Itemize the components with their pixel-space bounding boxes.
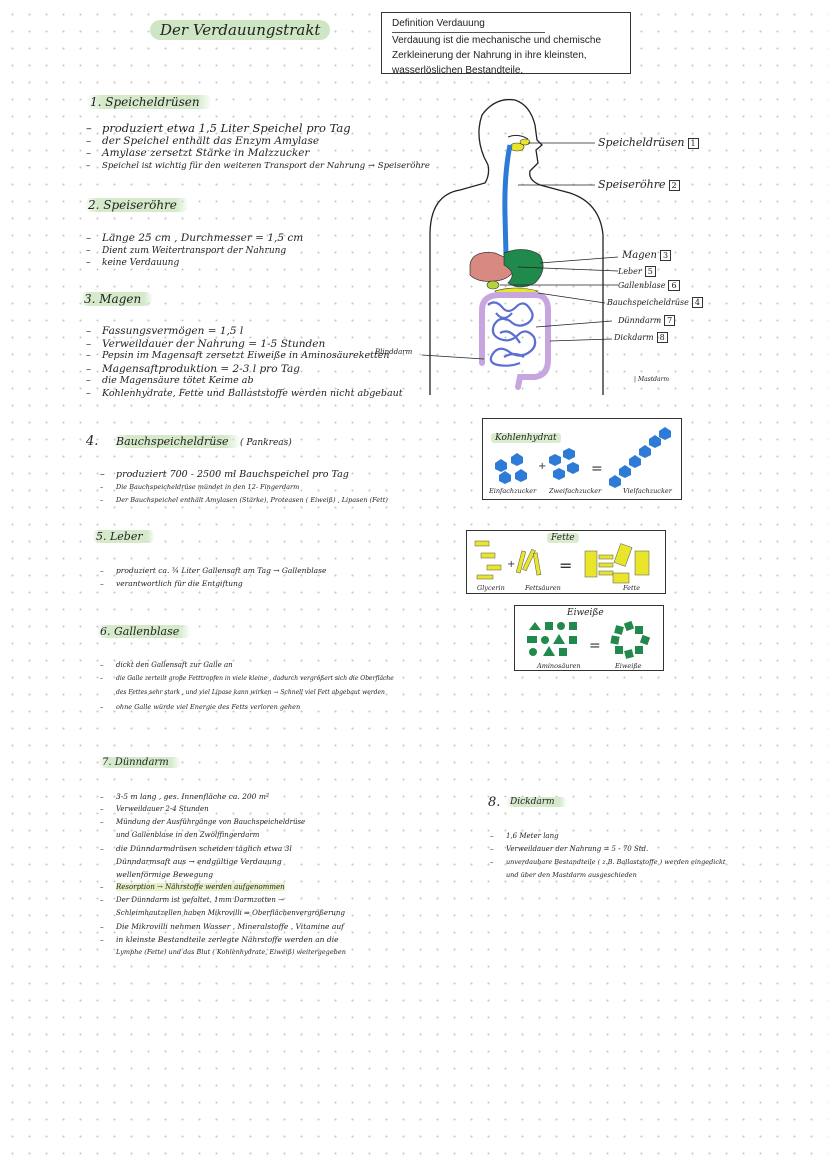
- list-item: – produziert ca. ¾ Liter Gallensaft am Tag → Gallenblase: [100, 566, 327, 575]
- list-item: – Die Mikrovilli nehmen Wasser , Mineralstoffe , Vitamine auf: [100, 922, 344, 931]
- definition-box: [381, 12, 631, 74]
- list-item: – Die Bauchspeicheldrüse mündet in den 12- Fingerdarm: [100, 483, 300, 491]
- list-item: – Der Dünndarm ist gefaltet, 1mm Darmzotten →: [100, 896, 285, 904]
- list-item: – Fassungsvermögen = 1,5 l: [86, 325, 244, 337]
- label-speicheldruesen: Speicheldrüsen 1: [598, 136, 699, 149]
- definition-line: wasserlöslichen Bestandteile.: [392, 65, 524, 76]
- list-item: – verantwortlich für die Entgiftung: [100, 579, 243, 588]
- list-item: – dickt den Gallensaft zur Galle an: [100, 661, 233, 669]
- section-list-duenndarm: [100, 790, 346, 959]
- box-kohlenhydrat: [482, 418, 682, 500]
- list-item: und Gallenblase in den Zwölffingerdarm: [116, 831, 260, 839]
- label-leber: Leber 5: [618, 266, 656, 277]
- section-number: 4.: [86, 434, 99, 449]
- list-item: Dünndarmsaft aus → endgültige Verdauung: [116, 857, 282, 866]
- box-title: Kohlenhydrat: [491, 433, 561, 443]
- list-item: – Verweildauer der Nahrung = 5 - 70 Std.: [490, 845, 649, 853]
- label-magen: Magen 3: [622, 250, 671, 261]
- list-item: – Kohlenhydrate, Fette und Ballaststoffe werden nicht abgebaut: [86, 387, 403, 399]
- list-item: – Resorption → Nährstoffe werden aufgenommen: [100, 883, 285, 891]
- list-item: – produziert 700 - 2500 ml Bauchspeichel pro Tag: [100, 469, 349, 480]
- caption: Einfachzucker: [489, 487, 537, 495]
- svg-text:=: =: [589, 638, 601, 654]
- section-number: 8.: [488, 795, 501, 810]
- list-item: Lymphe (Fette) und das Blut ( Kohlenhydrate, Eiweiß) weitergegeben: [116, 948, 346, 956]
- list-item: wellenförmige Bewegung: [116, 870, 214, 879]
- list-item: und über den Mastdarm ausgeschieden: [506, 871, 637, 879]
- label-bauchspeicheldruese: Bauchspeicheldrüse 4: [607, 297, 703, 308]
- list-item: – unverdaubare Bestandteile ( z.B. Ballaststoffe ) werden eingedickt: [490, 858, 726, 866]
- section-heading-leber: 5. Leber: [92, 530, 155, 543]
- caption: Eiweiße: [615, 662, 642, 670]
- list-item: – die Dünndarmdrüsen scheiden täglich etwa 3l: [100, 844, 292, 853]
- section-heading-speiseroehre: 2. Speiseröhre: [84, 198, 189, 212]
- section-heading-bauchspeicheldruese: Bauchspeicheldrüse: [112, 435, 241, 448]
- svg-text:+: +: [507, 559, 516, 570]
- list-item: des Fettes sehr stark , und viel Lipase kann wirken → Schnell viel Fett abgebaut werden: [116, 689, 385, 696]
- list-item: – keine Verdauung: [86, 258, 180, 268]
- list-item: – Magensaftproduktion = 2-3 l pro Tag: [86, 362, 301, 375]
- caption: Fette: [623, 584, 641, 592]
- list-item: – der Speichel enthält das Enzym Amylase: [86, 134, 320, 147]
- section-heading-duenndarm: 7. Dünndarm: [98, 757, 181, 768]
- section-note: ( Pankreas): [240, 438, 292, 448]
- label-blinddarm: Blinddarm: [375, 348, 413, 356]
- list-item: – Mündung der Ausführgänge von Bauchspeicheldrüse: [100, 818, 306, 826]
- list-item: – Pepsin im Magensaft zersetzt Eiweiße in Aminosäureketten: [86, 350, 390, 361]
- list-item: – Der Bauchspeichel enthält Amylasen (Stärke), Proteasen ( Eiweiß) , Lipasen (Fett): [100, 496, 388, 504]
- label-speiseroehre: Speiseröhre 2: [598, 178, 680, 191]
- list-item: – Verweildauer der Nahrung = 1-5 Stunden: [86, 337, 326, 350]
- section-list-bauchspeicheldruese: [100, 468, 388, 507]
- list-item: – die Galle zerteilt große Fetttropfen in viele kleine , dadurch vergrößert sich die Oberfläche: [100, 675, 394, 682]
- box-eiweisse: [514, 605, 664, 671]
- box-fette: [466, 530, 666, 594]
- caption: Fettsäuren: [525, 584, 561, 592]
- list-item: – Speichel ist wichtig für den weiteren Transport der Nahrung → Speiseröhre: [86, 160, 430, 171]
- definition-heading: Definition Verdauung: [392, 16, 545, 33]
- list-item: – produziert etwa 1,5 Liter Speichel pro Tag: [86, 121, 351, 135]
- svg-text:+: +: [538, 461, 547, 472]
- list-item: – 3-5 m lang , ges. Innenfläche ca. 200 m²: [100, 792, 269, 801]
- section-heading-gallenblase: 6. Gallenblase: [96, 625, 191, 638]
- list-item: – Amylase zersetzt Stärke in Malzzucker: [86, 147, 310, 159]
- section-heading-speicheldruesen: 1. Speicheldrüsen: [86, 95, 212, 109]
- box-title: Fette: [547, 533, 579, 543]
- section-list-gallenblase: [100, 658, 394, 714]
- section-list-dickdarm: [490, 830, 726, 882]
- definition-line: Verdauung ist die mechanische und chemische: [392, 35, 602, 46]
- label-mastdarm: | Mastdarm: [634, 376, 670, 383]
- label-dickdarm: Dickdarm 8: [614, 332, 668, 343]
- list-item: – ohne Galle würde viel Energie des Fetts verloren gehen: [100, 703, 301, 711]
- label-duenndarm: Dünndarm 7: [618, 315, 675, 326]
- caption: Glycerin: [477, 584, 505, 592]
- list-item: – die Magensäure tötet Keime ab: [86, 375, 254, 386]
- page-title: Der Verdauungstrakt: [150, 20, 330, 40]
- svg-text:=: =: [559, 556, 573, 575]
- section-list-speicheldruesen: [86, 122, 430, 172]
- svg-text:=: =: [591, 461, 603, 477]
- list-item: – Verweildauer 2-4 Stunden: [100, 805, 209, 813]
- caption: Zweifachzucker: [549, 487, 602, 495]
- box-title: Eiweiße: [563, 608, 608, 618]
- caption: Aminosäuren: [537, 662, 581, 670]
- list-item: Schleimhautzellen haben Mikrovilli ⇒ Oberflächenvergrößerung: [116, 909, 345, 917]
- list-item: – Dient zum Weitertransport der Nahrung: [86, 245, 287, 256]
- caption: Vielfachzucker: [623, 487, 672, 495]
- definition-line: Zerkleinerung der Nahrung in ihre kleinsten,: [392, 50, 587, 61]
- section-list-magen: [86, 325, 403, 400]
- list-item: – 1,6 Meter lang: [490, 832, 559, 840]
- list-item: – Länge 25 cm , Durchmesser = 1,5 cm: [86, 232, 304, 244]
- label-gallenblase: Gallenblase 6: [618, 280, 680, 291]
- section-list-leber: [100, 564, 326, 590]
- list-item: – in kleinste Bestandteile zerlegte Nährstoffe werden an die: [100, 935, 339, 944]
- section-heading-magen: 3. Magen: [80, 292, 153, 306]
- section-heading-dickdarm: Dickdarm: [506, 797, 567, 807]
- section-list-speiseroehre: [86, 232, 303, 270]
